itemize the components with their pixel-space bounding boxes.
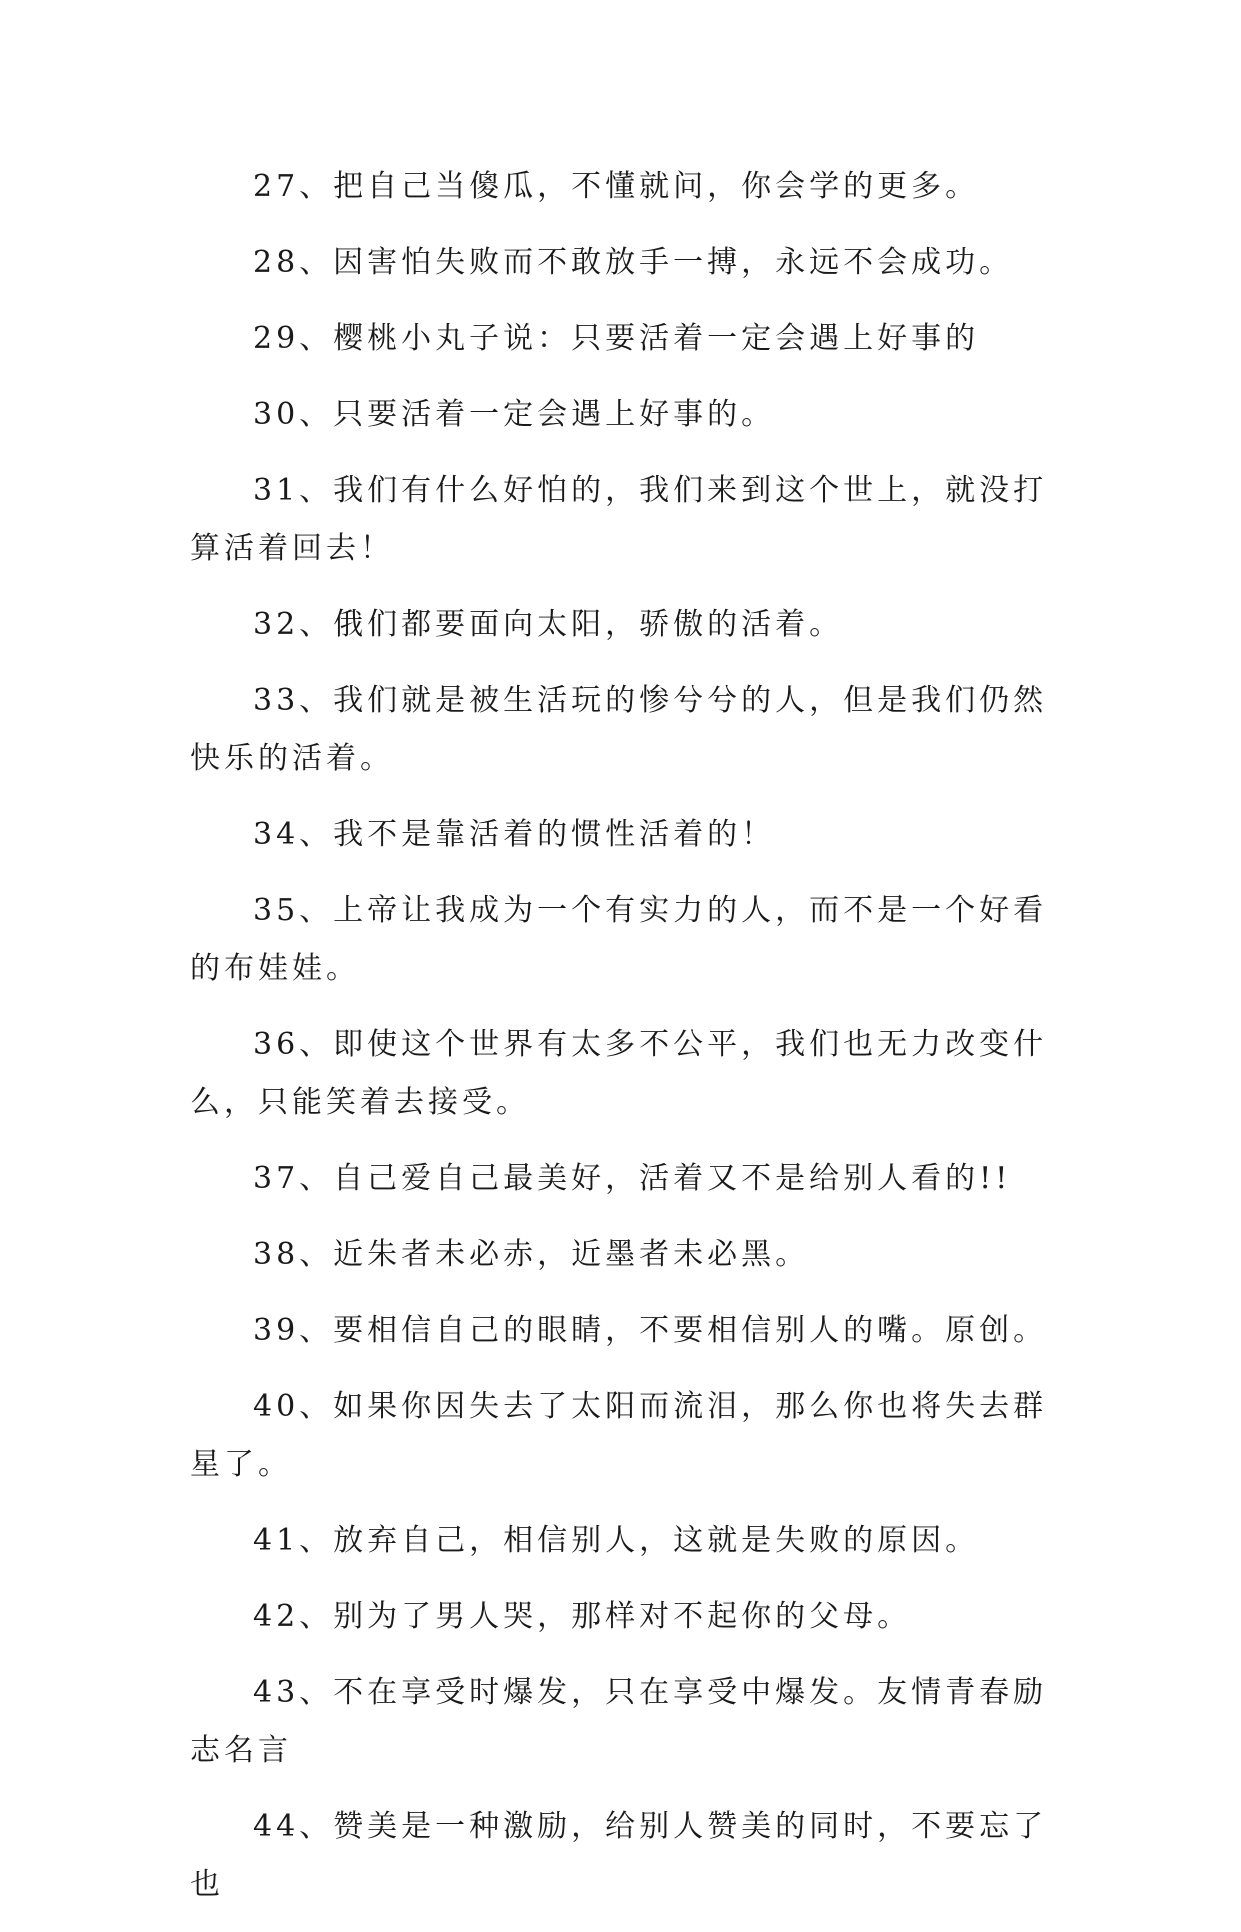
paragraph-40: 40、如果你因失去了太阳而流泪，那么你也将失去群星了。 [190, 1389, 1048, 1482]
paragraph-44: 44、赞美是一种激励，给别人赞美的同时，不要忘了也 [190, 1809, 1048, 1902]
paragraph-35: 35、上帝让我成为一个有实力的人，而不是一个好看的布娃娃。 [190, 893, 1048, 986]
paragraph-27: 27、把自己当傻瓜，不懂就问，你会学的更多。 [253, 169, 980, 204]
paragraph-38: 38、近朱者未必赤，近墨者未必黑。 [253, 1237, 810, 1272]
paragraph-31: 31、我们有什么好怕的，我们来到这个世上，就没打算活着回去！ [190, 473, 1048, 566]
paragraph-32: 32、俄们都要面向太阳，骄傲的活着。 [253, 607, 844, 642]
paragraph-42: 42、别为了男人哭，那样对不起你的父母。 [253, 1599, 912, 1634]
paragraph-39: 39、要相信自己的眼睛，不要相信别人的嘴。原创。 [253, 1313, 1048, 1348]
paragraph-33: 33、我们就是被生活玩的惨兮兮的人，但是我们仍然快乐的活着。 [190, 683, 1048, 776]
paragraph-30: 30、只要活着一定会遇上好事的。 [253, 397, 776, 432]
paragraph-37: 37、自己爱自己最美好，活着又不是给别人看的!! [253, 1161, 1012, 1196]
document-body [190, 158, 1050, 1932]
paragraph-29: 29、樱桃小丸子说：只要活着一定会遇上好事的 [253, 321, 980, 356]
paragraph-36: 36、即使这个世界有太多不公平，我们也无力改变什么，只能笑着去接受。 [190, 1027, 1048, 1120]
paragraph-43: 43、不在享受时爆发，只在享受中爆发。友情青春励志名言 [190, 1675, 1048, 1768]
paragraph-41: 41、放弃自己，相信别人，这就是失败的原因。 [253, 1523, 980, 1558]
paragraph-28: 28、因害怕失败而不敢放手一搏，永远不会成功。 [253, 245, 1014, 280]
paragraph-34: 34、我不是靠活着的惯性活着的！ [253, 817, 776, 852]
